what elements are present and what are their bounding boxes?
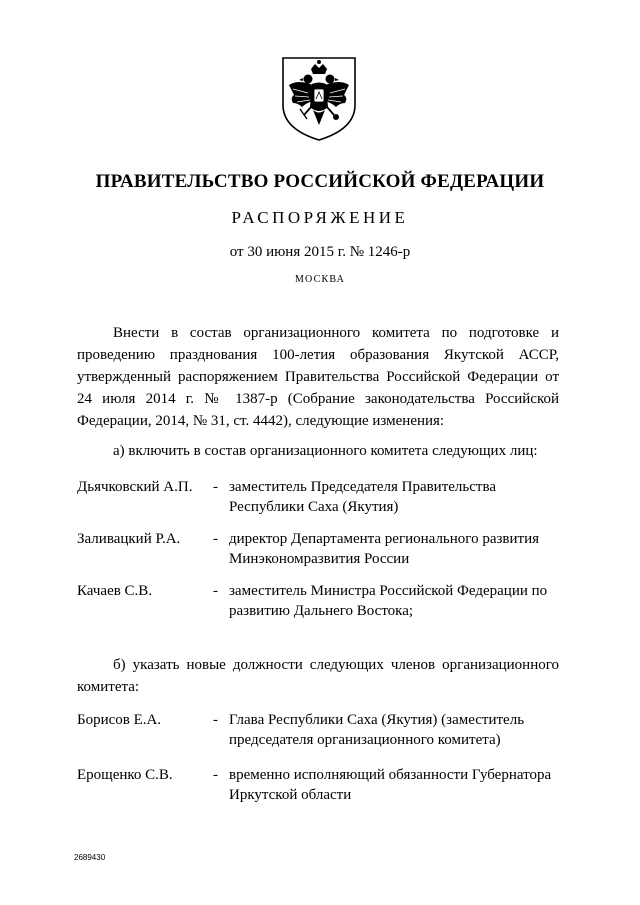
- dash-separator: -: [213, 479, 218, 495]
- list-item: [77, 765, 559, 809]
- dash-separator: -: [213, 583, 218, 599]
- member-position: временно исполняющий обязанности Губернатора Иркутской области: [229, 767, 552, 803]
- section-a-heading: а) включить в состав организационного комитета следующих лиц:: [113, 443, 538, 459]
- russian-coat-of-arms-icon: [280, 55, 358, 143]
- section-b-heading: б) указать новые должности следующих членов организационного комитета:: [77, 657, 559, 695]
- document-city: МОСКВА: [294, 274, 346, 285]
- list-item: [77, 477, 559, 521]
- document-id: 2689430: [74, 853, 106, 862]
- list-item: [77, 581, 559, 625]
- member-name: Ерощенко С.В.: [77, 767, 173, 783]
- dash-separator: -: [213, 531, 218, 547]
- member-name: Качаев С.В.: [77, 583, 153, 599]
- intro-paragraph: Внести в состав организационного комитета по подготовке и проведению празднования 100-летия образования Якутской АССР, утвержденный распоряжением Правительства Российской Федерации от 24 июля 2014 г. № 1387-р (Собрание законодательства Российской Федерации, 2014, № 31, ст. 4442), следующие изменения:: [77, 325, 559, 429]
- member-name: Дьячковский А.П.: [77, 479, 193, 495]
- member-name: Заливацкий Р.А.: [77, 531, 181, 547]
- list-item: [77, 710, 559, 754]
- member-position: заместитель Министра Российской Федерации по развитию Дальнего Востока;: [229, 583, 548, 619]
- member-position: Глава Республики Саха (Якутия) (заместитель председателя организационного комитета): [229, 712, 525, 748]
- list-item: [77, 529, 559, 573]
- document-date-number: от 30 июня 2015 г. № 1246-р: [229, 244, 411, 260]
- government-title: ПРАВИТЕЛЬСТВО РОССИЙСКОЙ ФЕДЕРАЦИИ: [95, 171, 545, 192]
- document-type: РАСПОРЯЖЕНИЕ: [231, 208, 409, 227]
- member-name: Борисов Е.А.: [77, 712, 162, 728]
- dash-separator: -: [213, 712, 218, 728]
- dash-separator: -: [213, 767, 218, 783]
- member-position: заместитель Председателя Правительства Республики Саха (Якутия): [229, 479, 497, 515]
- member-position: директор Департамента регионального развития Минэкономразвития России: [229, 531, 540, 567]
